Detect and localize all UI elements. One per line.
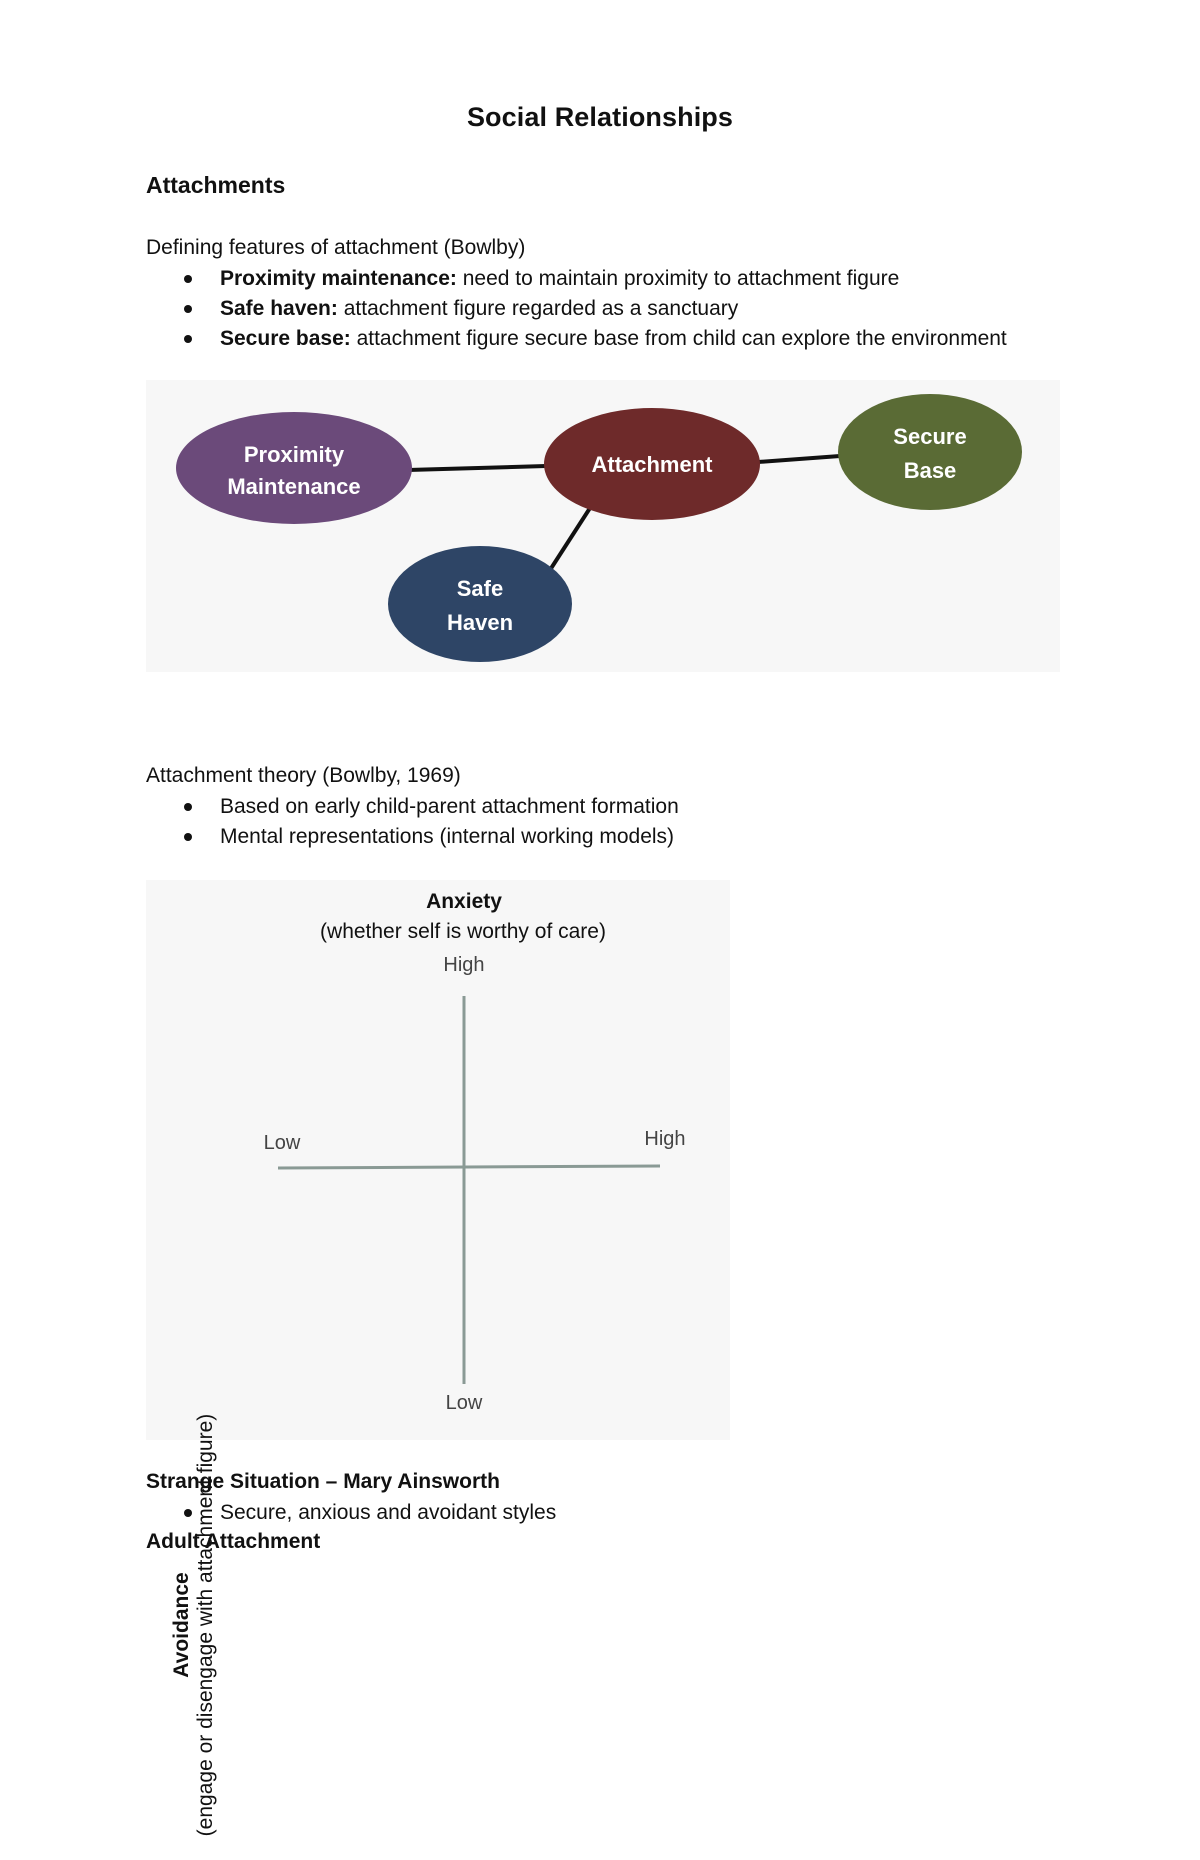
x-axis-title: Anxiety <box>426 890 502 913</box>
node-secure-base <box>838 394 1022 510</box>
bullet-text: Secure, anxious and avoidant styles <box>220 1501 557 1524</box>
node-label-line2: Maintenance <box>227 474 361 499</box>
bullet-text: Based on early child-parent attachment formation <box>220 795 679 818</box>
attachment-features-diagram <box>146 380 1060 672</box>
horizontal-axis <box>278 1166 660 1168</box>
node-label-line2: Haven <box>446 610 514 635</box>
list-item <box>146 264 1007 294</box>
left-label: Low <box>263 1132 301 1154</box>
connector-attachment-safe <box>550 508 590 570</box>
right-label: High <box>644 1128 686 1150</box>
top-label: High <box>443 954 485 976</box>
bullet-icon <box>184 275 192 283</box>
node-safe-haven <box>388 546 572 662</box>
attachment-diagram-svg <box>146 380 1060 672</box>
y-axis-label <box>170 1390 230 1860</box>
bullet-icon <box>184 1509 192 1517</box>
page-title: Social Relationships <box>466 102 734 132</box>
bottom-label: Low <box>445 1392 483 1414</box>
bullet-text: attachment figure secure base from child can explore the environment <box>350 327 1007 350</box>
bullet-icon <box>184 335 192 343</box>
bullet-text: need to maintain proximity to attachment figure <box>456 267 900 290</box>
node-shape <box>176 412 412 524</box>
node-label-line1: Proximity <box>243 442 345 467</box>
connector-attachment-secure <box>758 456 840 462</box>
y-axis-subtitle: (engage or disengage with attachment figure) <box>194 1413 217 1837</box>
list-item <box>146 1498 556 1528</box>
section-heading-strange-situation: Strange Situation – Mary Ainsworth <box>146 1470 500 1493</box>
bullet-icon <box>184 833 192 841</box>
bullet-text: attachment figure regarded as a sanctuary <box>337 297 739 320</box>
attachment-features-list <box>146 264 1007 354</box>
node-attachment <box>544 408 760 520</box>
node-label: Attachment <box>591 452 713 477</box>
bullet-icon <box>184 803 192 811</box>
attachment-theory-list <box>146 792 679 852</box>
node-label-line1: Safe <box>456 576 504 601</box>
list-item <box>146 294 1007 324</box>
bullet-term: Proximity maintenance: <box>220 267 457 290</box>
node-proximity-maintenance <box>176 412 412 524</box>
node-shape <box>838 394 1022 510</box>
connector-proximity-attachment <box>408 466 546 470</box>
attachment-features-intro: Defining features of attachment (Bowlby) <box>146 236 526 259</box>
node-shape <box>388 546 572 662</box>
node-label-line2: Base <box>903 458 957 483</box>
bullet-term: Safe haven: <box>220 297 338 320</box>
bullet-text: Mental representations (internal working models) <box>220 825 675 848</box>
list-item <box>146 822 679 852</box>
bullet-icon <box>184 305 192 313</box>
x-axis-subtitle: (whether self is worthy of care) <box>320 920 606 943</box>
list-item <box>146 324 1007 354</box>
bullet-term: Secure base: <box>220 327 351 350</box>
attachment-theory-intro: Attachment theory (Bowlby, 1969) <box>146 764 461 787</box>
strange-situation-list <box>146 1498 556 1528</box>
node-label-line1: Secure <box>893 424 967 449</box>
section-heading-attachments: Attachments <box>146 172 286 198</box>
section-heading-adult-attachment: Adult Attachment <box>146 1530 321 1553</box>
y-axis-title: Avoidance <box>170 1572 193 1678</box>
list-item <box>146 792 679 822</box>
